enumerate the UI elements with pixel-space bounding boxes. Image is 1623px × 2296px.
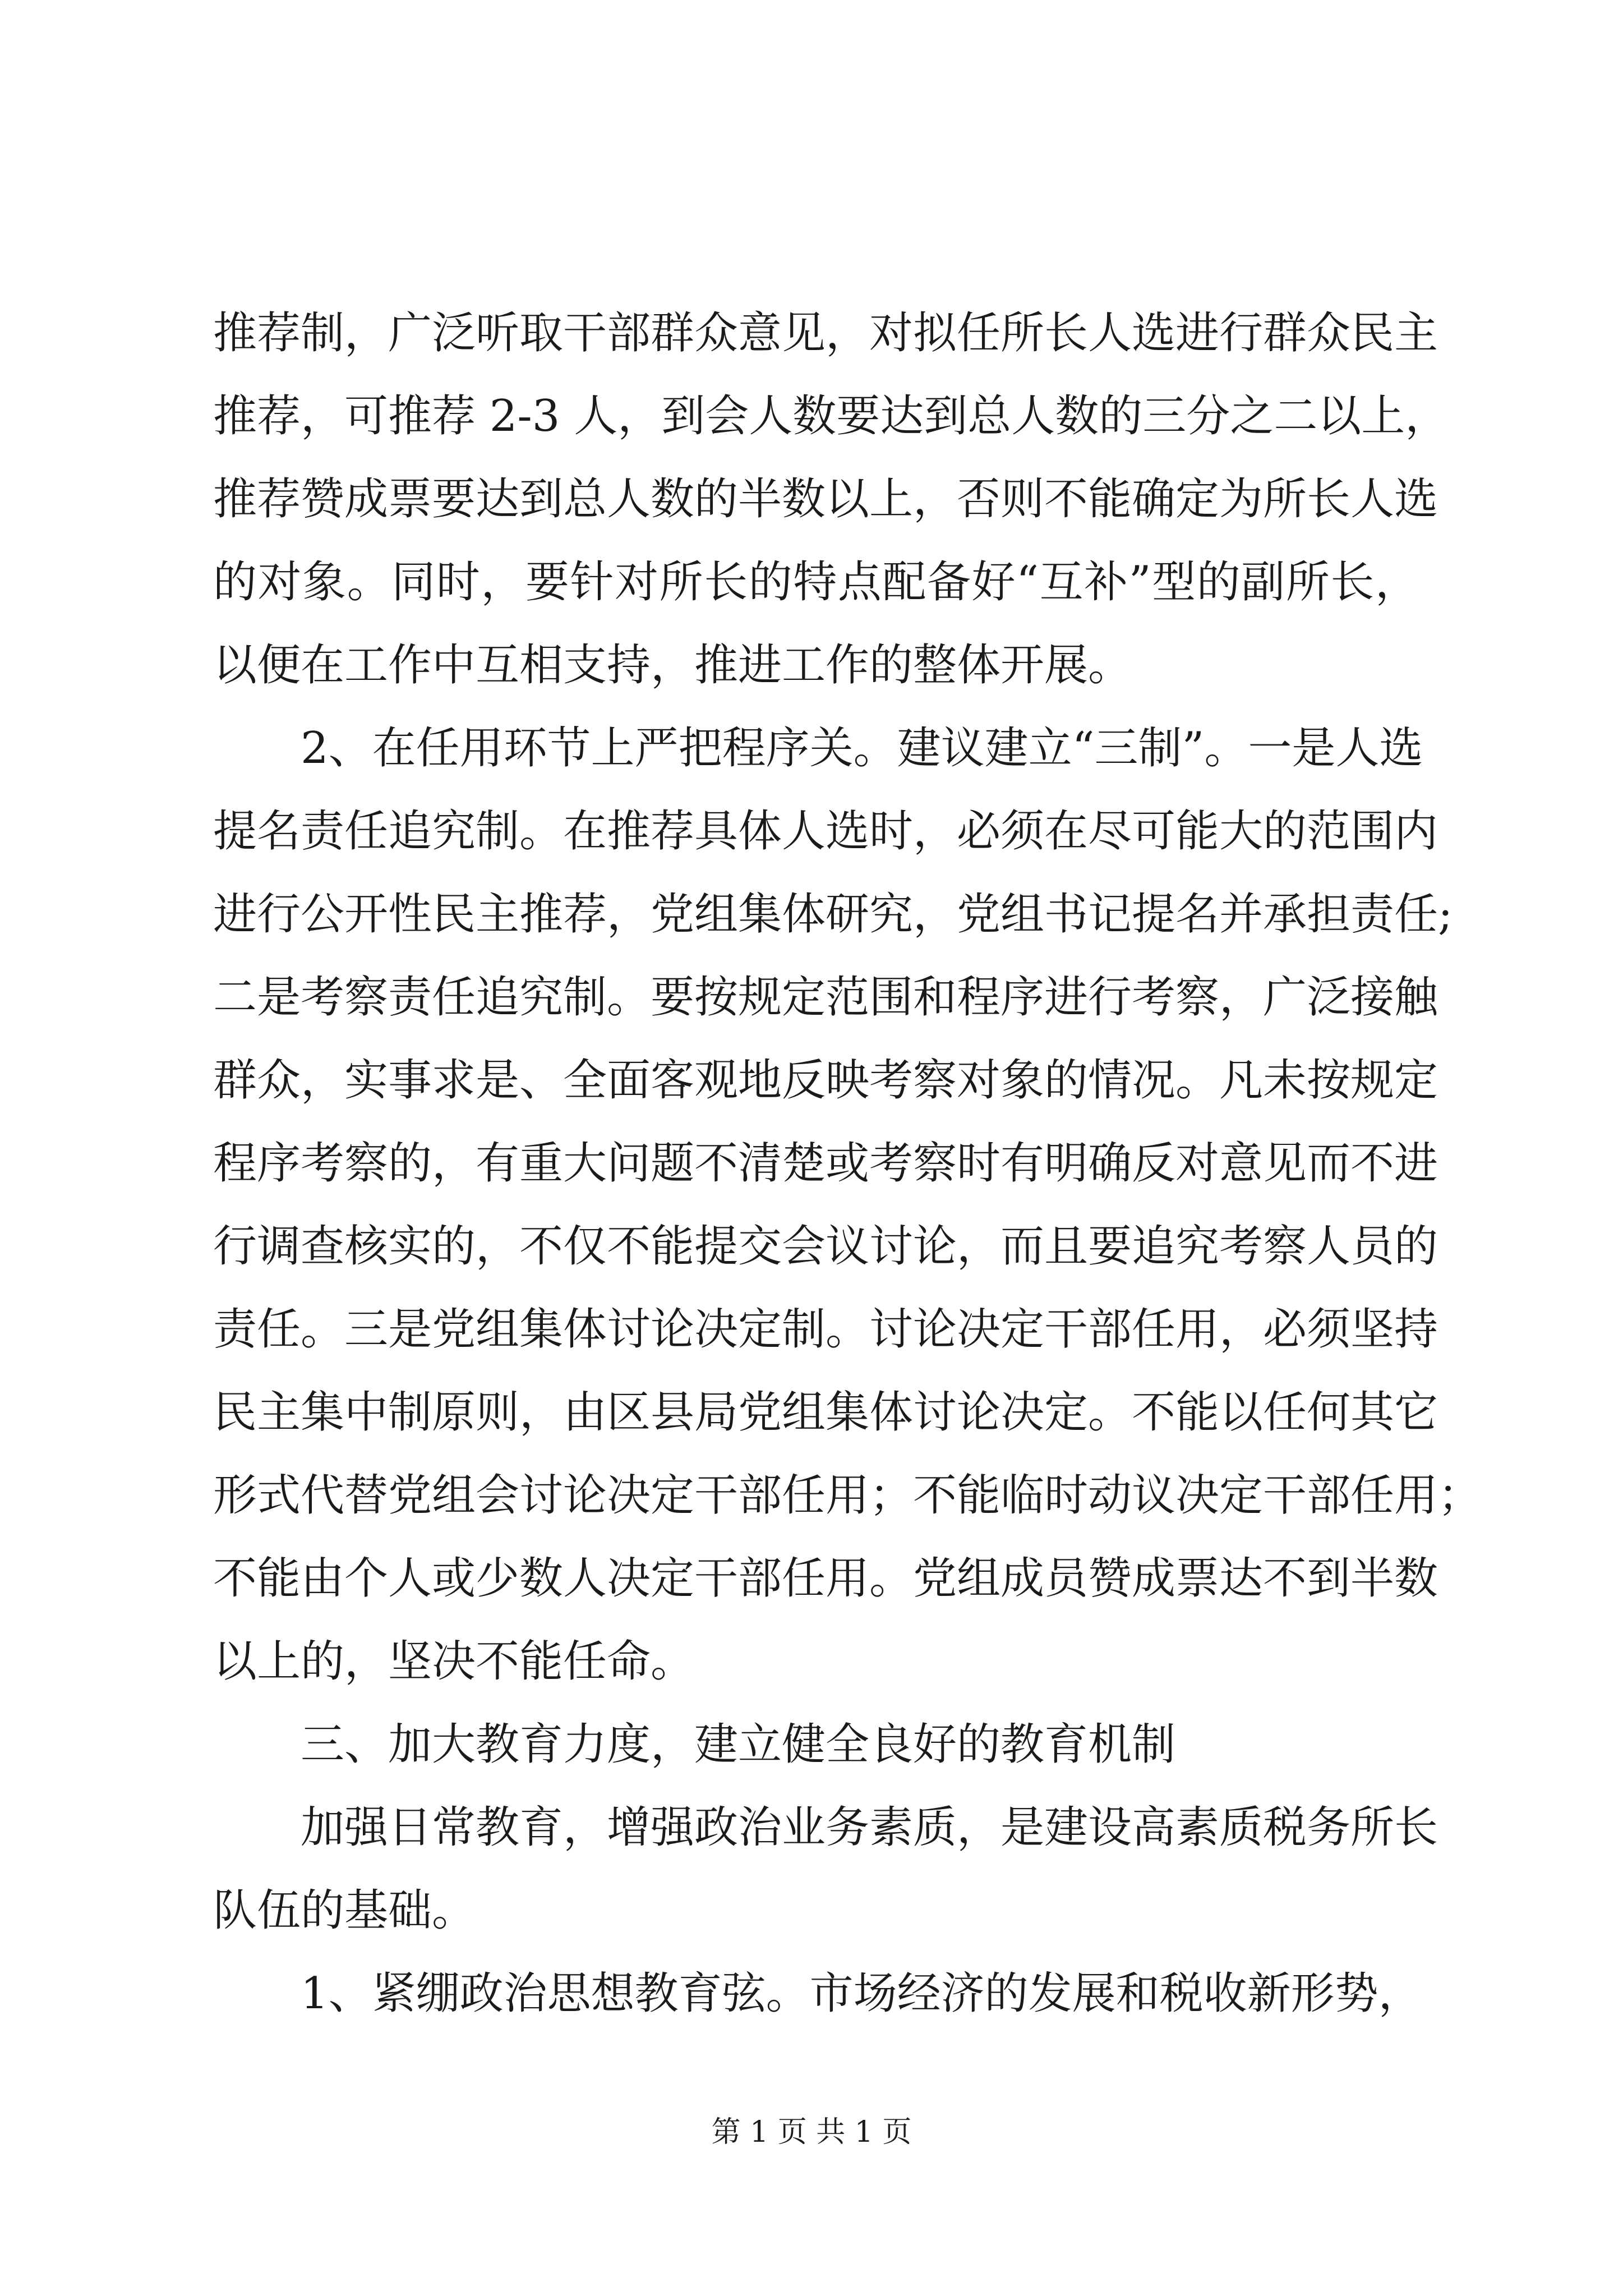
- text-line: 民主集中制原则，由区县局党组集体讨论决定。不能以任何其它: [213, 1387, 1438, 1438]
- text-line: 群众，实事求是、全面客观地反映考察对象的情况。凡未按规定: [213, 1055, 1438, 1106]
- text-line: 推荐，可推荐 2-3 人，到会人数要达到总人数的三分之二以上，: [213, 391, 1449, 441]
- text-line: 责任。三是党组集体讨论决定制。讨论决定干部任用，必须坚持: [213, 1304, 1438, 1355]
- text-line: 2、在任用环节上严把程序关。建议建立“三制”。一是人选: [301, 723, 1423, 774]
- text-line: 的对象。同时，要针对所长的特点配备好“互补”型的副所长，: [213, 557, 1419, 608]
- page-footer: 第 1 页 共 1 页: [711, 2115, 912, 2149]
- text-line: 行调查核实的，不仅不能提交会议讨论，而且要追究考察人员的: [213, 1221, 1438, 1272]
- text-line: 以便在工作中互相支持，推进工作的整体开展。: [213, 640, 1132, 691]
- text-line: 程序考察的，有重大问题不清楚或考察时有明确反对意见而不进: [213, 1138, 1438, 1189]
- text-line: 以上的，坚决不能任命。: [213, 1636, 695, 1687]
- text-line: 推荐制，广泛听取干部群众意见，对拟任所长人选进行群众民主: [213, 308, 1438, 358]
- text-line: 1、紧绷政治思想教育弦。市场经济的发展和税收新形势，: [301, 1968, 1422, 2019]
- text-line: 不能由个人或少数人决定干部任用。党组成员赞成票达不到半数: [213, 1553, 1438, 1604]
- text-line: 推荐赞成票要达到总人数的半数以上，否则不能确定为所长人选: [213, 474, 1438, 524]
- text-line: 二是考察责任追究制。要按规定范围和程序进行考察，广泛接触: [213, 972, 1438, 1023]
- text-line: 加强日常教育，增强政治业务素质，是建设高素质税务所长: [301, 1802, 1438, 1853]
- text-line: 进行公开性民主推荐，党组集体研究，党组书记提名并承担责任;: [213, 889, 1453, 940]
- document-body: [213, 292, 1482, 2035]
- text-line: 提名责任追究制。在推荐具体人选时，必须在尽可能大的范围内: [213, 806, 1438, 857]
- text-line: 形式代替党组会讨论决定干部任用；不能临时动议决定干部任用；: [213, 1470, 1482, 1521]
- section-heading: 三、加大教育力度，建立健全良好的教育机制: [301, 1719, 1176, 1770]
- text-line: 队伍的基础。: [213, 1885, 476, 1936]
